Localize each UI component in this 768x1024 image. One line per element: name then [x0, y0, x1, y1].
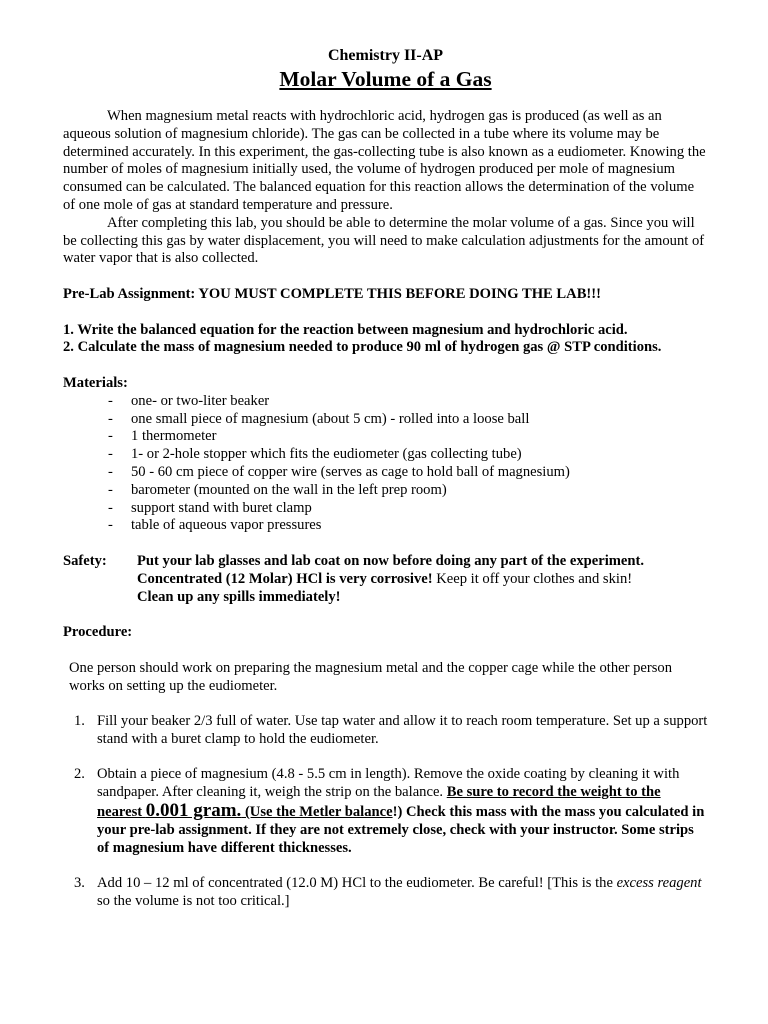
list-item: - one- or two-liter beaker — [108, 392, 270, 409]
safety-label: Safety: — [63, 552, 107, 569]
list-item: - 1- or 2-hole stopper which fits the eudiometer (gas collecting tube) — [108, 446, 522, 463]
safety-section — [63, 553, 708, 606]
procedure-heading: Procedure: — [63, 624, 133, 641]
materials-heading: Materials: — [63, 374, 128, 391]
list-item: - barometer (mounted on the wall in the left prep room) — [108, 481, 447, 498]
procedure-step-3: 3. Add 10 – 12 ml of concentrated (12.0 M) HCl to the eudiometer. Be careful! [This is the excess reagent so the volume is not too critical.] — [74, 875, 702, 910]
procedure-intro: One person should work on preparing the magnesium metal and the copper cage while the other person works on setting up the eudiometer. — [69, 659, 673, 694]
list-item: - 50 - 60 cm piece of copper wire (serves as cage to hold ball of magnesium) — [108, 463, 570, 480]
prelab-question-1: 1. Write the balanced equation for the reaction between magnesium and hydrochloric acid. — [63, 321, 628, 338]
safety-line-1: Put your lab glasses and lab coat on now before doing any part of the experiment. — [137, 552, 645, 569]
document-page — [63, 46, 708, 929]
list-item: - support stand with buret clamp — [108, 499, 312, 516]
course-name: Chemistry II-AP — [327, 47, 444, 64]
procedure-step-2: 2. Obtain a piece of magnesium (4.8 - 5.5 cm in length). Remove the oxide coating by cleaning it with sandpaper. After cleaning it, weigh the strip on the balance. Be sure to record the weight to the nearest 0.001 gram. (Use the Metler balance!) Check this mass with the mass you calculated in your pre-lab assignment. If they are not extremely close, check with your instructor. Some strips of magnesium have different thicknesses. — [74, 766, 705, 856]
materials-list — [63, 393, 708, 535]
safety-line-3: Clean up any spills immediately! — [137, 588, 341, 605]
list-item: - table of aqueous vapor pressures — [108, 517, 322, 534]
list-item: - 1 thermometer — [108, 428, 217, 445]
page-title: Molar Volume of a Gas — [279, 67, 492, 91]
prelab-question-2: 2. Calculate the mass of magnesium needed to produce 90 ml of hydrogen gas @ STP conditions. — [63, 339, 662, 356]
procedure-step-1: 1. Fill your beaker 2/3 full of water. Use tap water and allow it to reach room temperature. Set up a support stand with a buret clamp to hold the eudiometer. — [74, 713, 708, 747]
procedure-steps — [63, 713, 708, 911]
intro-paragraph-2: After completing this lab, you should be able to determine the molar volume of a gas. Since you will be collecting this gas by water displacement, you will need to make calculation adjustments for the amount of water vapor that is also collected. — [63, 214, 705, 267]
intro-paragraph-1: When magnesium metal reacts with hydrochloric acid, hydrogen gas is produced (as well as an aqueous solution of magnesium chloride). The gas can be collected in a tube where its volume may be determined accurately. In this experiment, the gas-collecting tube is also known as a eudiometer. Knowing the number of moles of magnesium initially used, the volume of hydrogen produced per mole of magnesium consumed can be calculated. The balanced equation for this reaction allows the determination of the volume of one mole of gas at standard temperature and pressure. — [63, 108, 706, 213]
list-item: - one small piece of magnesium (about 5 cm) - rolled into a loose ball — [108, 410, 530, 427]
safety-line-2: Concentrated (12 Molar) HCl is very corrosive! Keep it off your clothes and skin! — [137, 570, 633, 587]
prelab-heading: Pre-Lab Assignment: YOU MUST COMPLETE THIS BEFORE DOING THE LAB!!! — [63, 285, 602, 302]
